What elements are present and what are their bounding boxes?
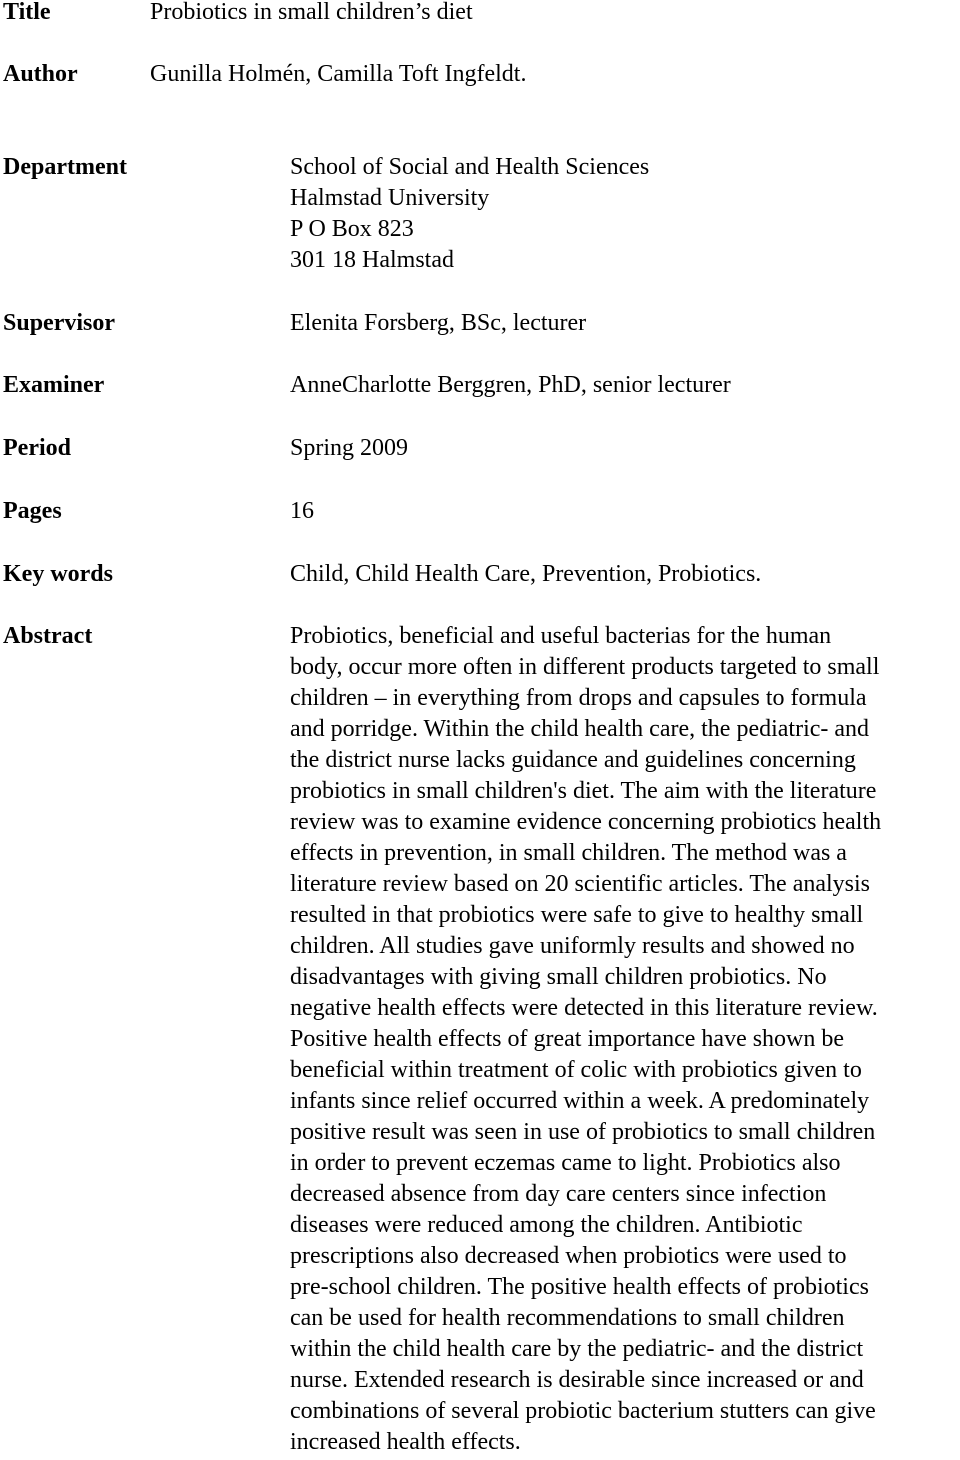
- keywords-label: Key words: [3, 561, 113, 587]
- abstract-line: prescriptions also decreased when probiotics were used to: [290, 1243, 847, 1269]
- abstract-text: [290, 621, 881, 1458]
- abstract-line: resulted in that probiotics were safe to give to healthy small: [290, 902, 864, 928]
- title-value: Probiotics in small children’s diet: [150, 0, 473, 25]
- pages-value: 16: [290, 498, 314, 524]
- abstract-line: can be used for health recommendations to small children: [290, 1305, 845, 1331]
- abstract-label: Abstract: [3, 623, 93, 649]
- abstract-line: children. All studies gave uniformly results and showed no: [290, 933, 855, 959]
- examiner-value: AnneCharlotte Berggren, PhD, senior lecturer: [290, 372, 731, 398]
- abstract-line: positive result was seen in use of probiotics to small children: [290, 1119, 876, 1145]
- abstract-line: diseases were reduced among the children. Antibiotic: [290, 1212, 803, 1238]
- abstract-line: increased health effects.: [290, 1429, 521, 1455]
- period-label: Period: [3, 435, 71, 461]
- abstract-line: negative health effects were detected in this literature review.: [290, 995, 878, 1021]
- department-line: School of Social and Health Sciences: [290, 154, 650, 180]
- supervisor-label: Supervisor: [3, 310, 116, 336]
- abstract-line: in order to prevent eczemas came to light. Probiotics also: [290, 1150, 841, 1176]
- pages-label: Pages: [3, 498, 62, 524]
- author-label: Author: [3, 61, 78, 87]
- abstract-line: review was to examine evidence concerning probiotics health: [290, 809, 882, 835]
- abstract-line: beneficial within treatment of colic with probiotics given to: [290, 1057, 862, 1083]
- title-label: Title: [3, 0, 51, 25]
- supervisor-value: Elenita Forsberg, BSc, lecturer: [290, 310, 587, 336]
- department-address: [290, 152, 649, 276]
- abstract-line: the district nurse lacks guidance and guidelines concerning: [290, 747, 856, 773]
- abstract-line: probiotics in small children's diet. The aim with the literature: [290, 778, 877, 804]
- period-value: Spring 2009: [290, 435, 409, 461]
- department-line: P O Box 823: [290, 216, 414, 242]
- department-line: 301 18 Halmstad: [290, 247, 454, 273]
- abstract-line: body, occur more often in different products targeted to small: [290, 654, 880, 680]
- keywords-value: Child, Child Health Care, Prevention, Probiotics.: [290, 561, 762, 587]
- abstract-line: effects in prevention, in small children. The method was a: [290, 840, 847, 866]
- abstract-line: infants since relief occurred within a week. A predominately: [290, 1088, 870, 1114]
- abstract-line: literature review based on 20 scientific articles. The analysis: [290, 871, 871, 897]
- abstract-line: disadvantages with giving small children probiotics. No: [290, 964, 827, 990]
- abstract-line: Positive health effects of great importance have shown be: [290, 1026, 845, 1052]
- abstract-line: decreased absence from day care centers since infection: [290, 1181, 827, 1207]
- examiner-label: Examiner: [3, 372, 105, 398]
- department-label: Department: [3, 154, 127, 180]
- department-line: Halmstad University: [290, 185, 490, 211]
- abstract-line: pre-school children. The positive health effects of probiotics: [290, 1274, 869, 1300]
- author-value: Gunilla Holmén, Camilla Toft Ingfeldt.: [150, 61, 527, 87]
- abstract-line: within the child health care by the pediatric- and the district: [290, 1336, 864, 1362]
- abstract-line: nurse. Extended research is desirable since increased or and: [290, 1367, 864, 1393]
- abstract-line: combinations of several probiotic bacterium stutters can give: [290, 1398, 876, 1424]
- abstract-line: and porridge. Within the child health care, the pediatric- and: [290, 716, 870, 742]
- abstract-line: Probiotics, beneficial and useful bacterias for the human: [290, 623, 832, 649]
- abstract-line: children – in everything from drops and capsules to formula: [290, 685, 867, 711]
